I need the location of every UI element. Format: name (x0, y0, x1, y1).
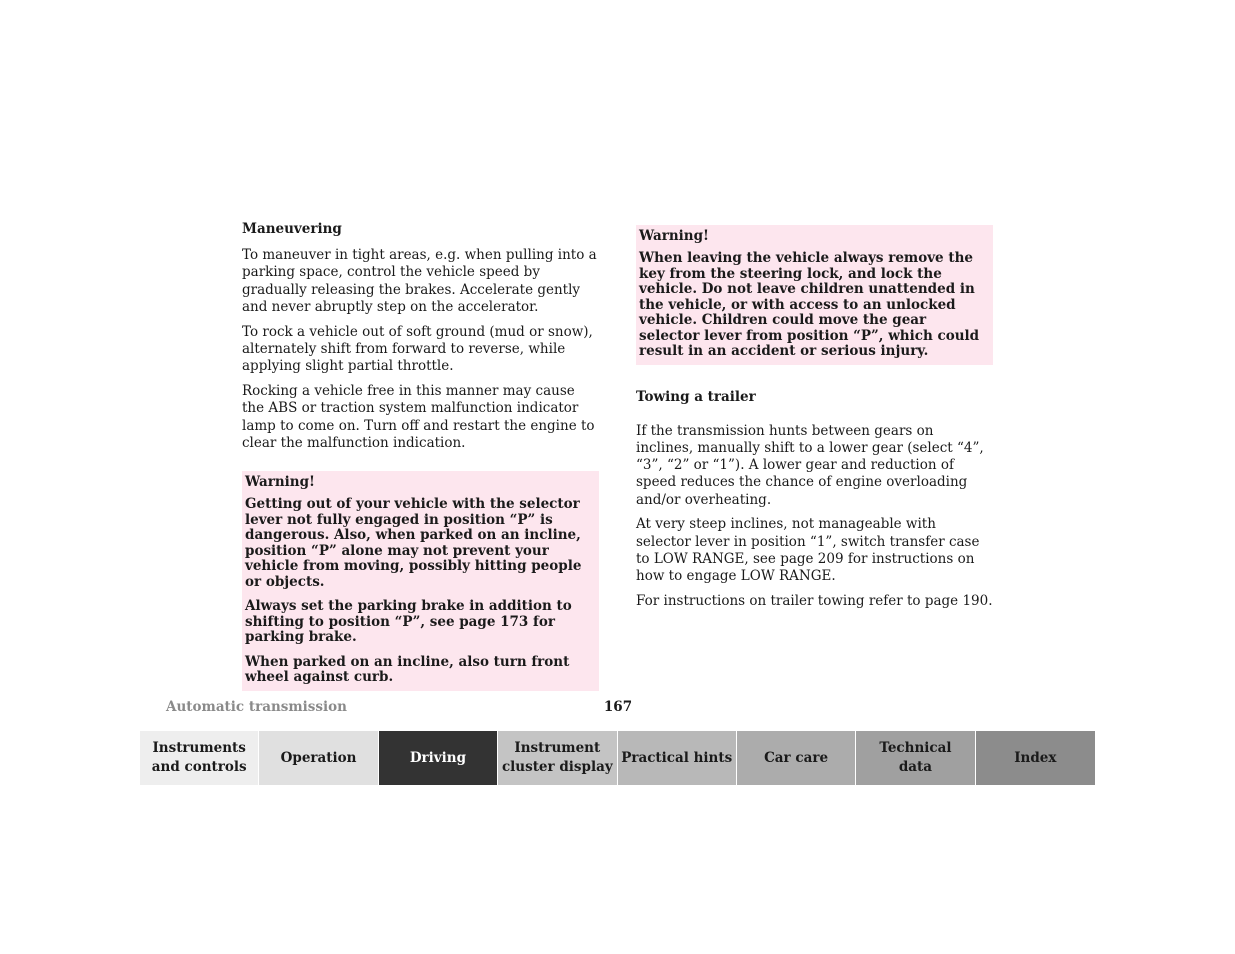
nav-tab-car-care[interactable] (737, 731, 856, 785)
nav-tab-label: Car care (764, 749, 829, 766)
chapter-nav (140, 731, 1095, 785)
maneuvering-paragraph: To maneuver in tight areas, e.g. when pulling into a parking space, control the vehicle speed by gradually releasing the brakes. Accelerate gently and never abruptly step on the accelerator. (242, 247, 597, 315)
warning-paragraph: Getting out of your vehicle with the selector lever not fully engaged in position “P” is dangerous. Also, when parked on an incline, position “P” alone may not prevent your vehicle from moving, possibly hitting people or objects. (245, 496, 582, 590)
nav-tab-practical-hints[interactable] (618, 731, 737, 785)
nav-tab-label: Driving (409, 749, 467, 766)
warning-paragraph: When leaving the vehicle always remove the key from the steering lock, and lock the vehicle. Do not leave children unattended in the vehicle, or with access to an unlocked vehicle. Children could move the gear selector lever from position “P”, which could result in an accident or serious injury. (639, 250, 980, 359)
nav-tab-driving[interactable] (379, 731, 498, 785)
right-column (636, 225, 993, 618)
towing-paragraph: If the transmission hunts between gears on inclines, manually shift to a lower gear (select “4”, “3”, “2” or “1”). A lower gear and reduction of speed reduces the chance of engine overloading and/or overheating. (636, 422, 984, 508)
nav-tab-technical-data[interactable] (856, 731, 975, 785)
towing-paragraph: At very steep inclines, not manageable with selector lever in position “1”, switch transfer case to LOW RANGE, see page 209 for instructions on how to engage LOW RANGE. (636, 516, 980, 585)
nav-tab-label: Instruments and controls (151, 740, 247, 775)
warning-title: Warning! (245, 474, 315, 491)
nav-tab-index[interactable] (976, 731, 1095, 785)
nav-tab-label: Technical data (879, 740, 952, 775)
warning-title: Warning! (639, 228, 709, 244)
section-title: Automatic transmission (166, 699, 347, 715)
nav-tab-label: Index (1014, 749, 1057, 766)
warning-paragraph: When parked on an incline, also turn front wheel against curb. (245, 653, 570, 686)
towing-heading: Towing a trailer (636, 388, 756, 405)
nav-tab-instruments-and-controls[interactable] (140, 731, 259, 785)
nav-tab-operation[interactable] (259, 731, 378, 785)
warning-box (636, 225, 993, 365)
nav-tab-label: Operation (280, 749, 357, 766)
warning-paragraph: Always set the parking brake in addition to shifting to position “P”, see page 173 for parking brake. (245, 598, 572, 646)
page-number: 167 (603, 699, 633, 715)
maneuvering-heading: Maneuvering (242, 221, 342, 237)
warning-box (242, 471, 599, 691)
maneuvering-paragraph: Rocking a vehicle free in this manner may cause the ABS or traction system malfunction indicator lamp to come on. Turn off and restart the engine to clear the malfunction indication. (242, 383, 595, 451)
towing-paragraph: For instructions on trailer towing refer to page 190. (636, 593, 993, 610)
maneuvering-paragraph: To rock a vehicle out of soft ground (mud or snow), alternately shift from forward to reverse, while applying slight partial throttle. (242, 323, 593, 375)
nav-tab-label: Instrument cluster display (501, 740, 613, 775)
nav-tab-instrument-cluster-display[interactable] (498, 731, 617, 785)
left-column (242, 221, 599, 691)
nav-tab-label: Practical hints (621, 749, 733, 766)
